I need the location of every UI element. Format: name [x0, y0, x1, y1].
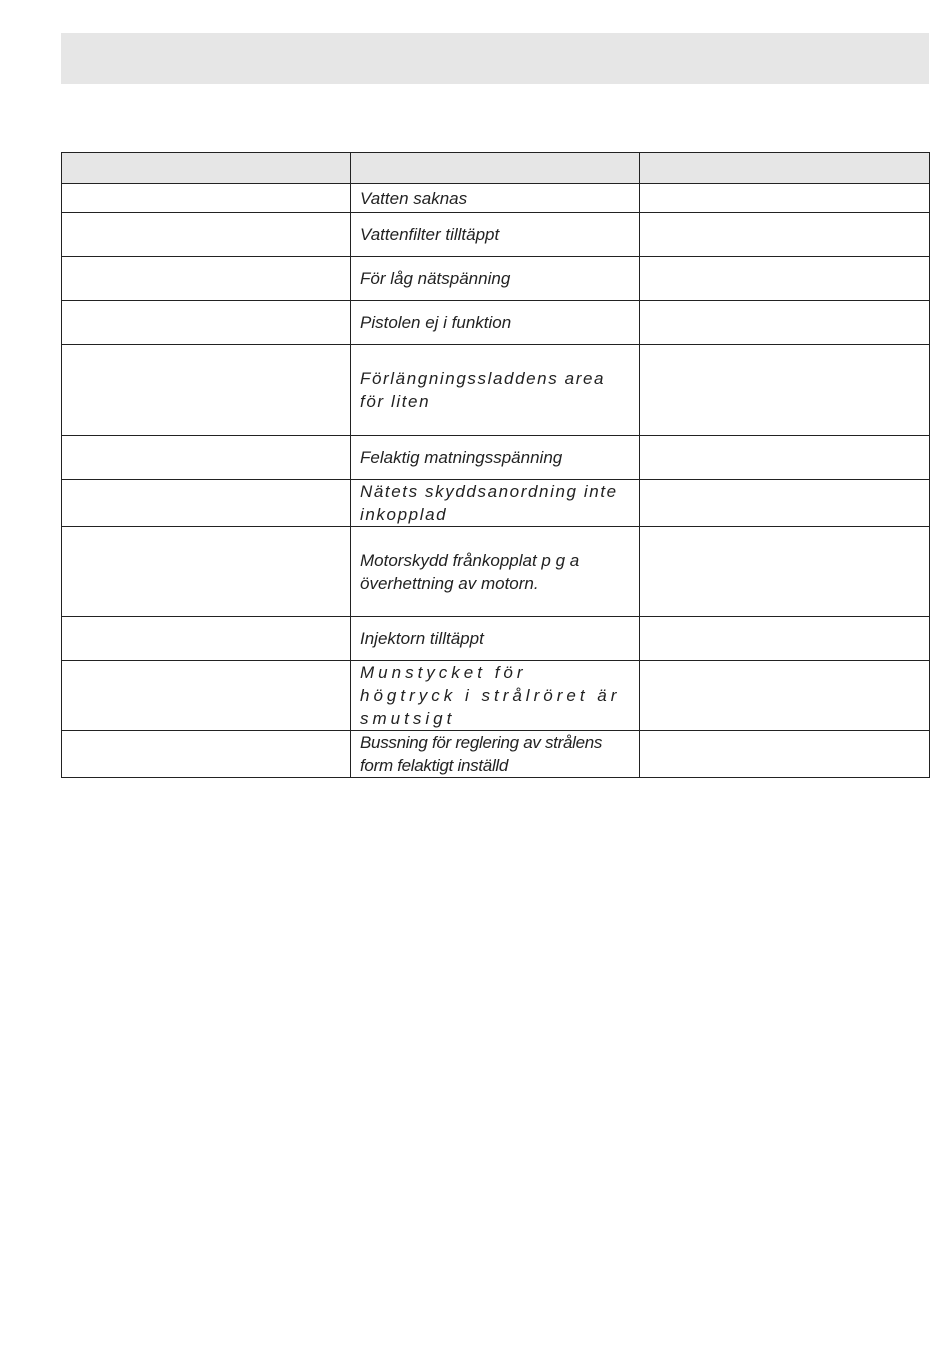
problem-cell [62, 527, 351, 617]
cause-cell: Pistolen ej i funktion [351, 301, 640, 345]
cause-cell: Vatten saknas [351, 184, 640, 213]
problem-cell [62, 731, 351, 778]
header-band [61, 33, 929, 84]
table-row [62, 480, 930, 527]
remedy-cell [640, 436, 930, 480]
table-row [62, 257, 930, 301]
remedy-cell [640, 184, 930, 213]
remedy-cell [640, 213, 930, 257]
remedy-cell [640, 527, 930, 617]
remedy-cell [640, 731, 930, 778]
cause-cell: Förlängningssladdens area för liten [351, 345, 640, 436]
table-row [62, 617, 930, 661]
problem-cell [62, 617, 351, 661]
problem-cell [62, 213, 351, 257]
table-row [62, 731, 930, 778]
remedy-cell [640, 301, 930, 345]
table-row [62, 345, 930, 436]
troubleshooting-table [61, 152, 930, 778]
table-row [62, 301, 930, 345]
problem-cell [62, 480, 351, 527]
cause-cell: Munstycket för högtryck i strålröret är smutsigt [351, 661, 640, 731]
header-cell-remedy [640, 153, 930, 184]
table-row [62, 661, 930, 731]
cause-cell: Nätets skyddsanordning inte inkopplad [351, 480, 640, 527]
problem-cell [62, 257, 351, 301]
cause-cell: För låg nätspänning [351, 257, 640, 301]
remedy-cell [640, 345, 930, 436]
table-row [62, 436, 930, 480]
header-cell-problem [62, 153, 351, 184]
table-row [62, 527, 930, 617]
cause-cell: Injektorn tilltäppt [351, 617, 640, 661]
cause-cell: Felaktig matningsspänning [351, 436, 640, 480]
problem-cell [62, 436, 351, 480]
problem-cell [62, 301, 351, 345]
table-row [62, 184, 930, 213]
remedy-cell [640, 617, 930, 661]
remedy-cell [640, 257, 930, 301]
cause-cell: Vattenfilter tilltäppt [351, 213, 640, 257]
remedy-cell [640, 480, 930, 527]
problem-cell [62, 184, 351, 213]
table-row [62, 213, 930, 257]
remedy-cell [640, 661, 930, 731]
header-cell-cause [351, 153, 640, 184]
cause-cell: Motorskydd frånkopplat p g a överhettning av motorn. [351, 527, 640, 617]
problem-cell [62, 661, 351, 731]
problem-cell [62, 345, 351, 436]
cause-cell: Bussning för reglering av strålens form felaktigt inställd [351, 731, 640, 778]
table-header-row [62, 153, 930, 184]
